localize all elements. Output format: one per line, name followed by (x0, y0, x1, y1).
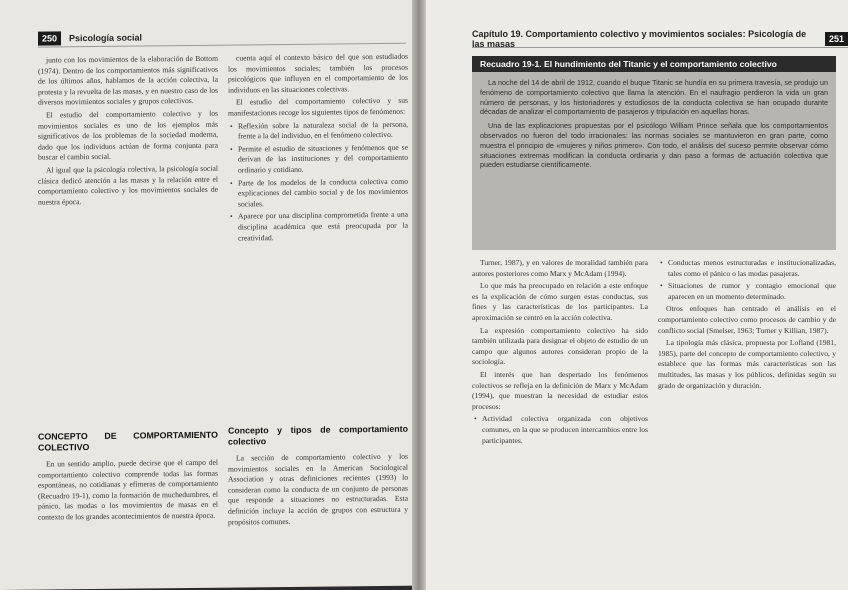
paragraph: Lo que más ha preocupado en relación a este enfoque es la explicación de cómo surgen estas conductas, sus fines y las características de los participantes. La aproximación se centró en la acción colectiva. (472, 281, 648, 322)
list-item: • Reflexión sobre la naturaleza social de la persona, frente a la del individuo, en el fenómeno colectivo. (228, 119, 408, 142)
left-column-1 (38, 54, 218, 426)
section-heading: Concepto y tipos de comportamiento colectivo (228, 423, 408, 447)
list-item: • Aparece por una disciplina comprometida frente a una disciplina académica que está preocupada por la creatividad. (228, 210, 408, 244)
bullet-list (472, 414, 648, 446)
paragraph: La sección de comportamiento colectivo y los movimientos sociales en la American Sociological Association y otras definiciones recientes (1993) lo consideran como la conducta de un conjunto de personas que responde a situaciones no estructuradas. Esta definición incluye la acción de grupos con estructura y propósitos comunes. (228, 451, 408, 527)
left-section-1 (38, 430, 218, 582)
right-column-1 (472, 258, 648, 582)
right-running-head-title: Capítulo 19. Comportamiento colectivo y movimientos sociales: Psicología de las masas (472, 28, 807, 49)
paragraph: El interés que han despertado los fenómenos colectivos se refleja en la definición de Marx y McAdam (1994), que muestran la necesidad de estudiar estos procesos: (472, 369, 648, 411)
left-column-2 (228, 52, 408, 424)
paragraph: La expresión comportamiento colectivo ha sido también utilizada para designar el objeto de estudio de un campo que algunos autores consideran propio de la sociología. (472, 325, 648, 367)
left-section-2 (228, 424, 408, 580)
section-heading: CONCEPTO DE COMPORTAMIENTO COLECTIVO (38, 429, 218, 453)
right-page-number: 251 (825, 32, 848, 46)
paragraph: junto con los movimientos de la elaboración de Bottom (1974). Dentro de los comportamientos más significativos de los últimos años, hablamos de la acción colectiva, la protesta y la revuelta de las masas, y en nuestro caso de los diversos movimientos sociales y grupos colectivos. (38, 53, 218, 107)
left-page-number: 250 (38, 31, 61, 45)
bullet-list (658, 258, 836, 302)
paragraph: Otros enfoques han centrado el análisis en el comportamiento colectivo como procesos de cambio y de conflicto social (Smelser, 1963; Turner y Killian, 1987). (658, 304, 836, 335)
box-paragraph: Una de las explicaciones propuestas por el psicólogo William Prince señala que los comportamientos observados no fueron del todo irracionales: las normas sociales se mantuvieron en gran parte, como muestra el principio de «mujeres y niños primero». Con todo, el análisis del suceso permite observar cómo situaciones extremas modifican la conducta ordinaria y dan paso a formas de actuación colectiva que pueden estudiarse científicamente. (480, 121, 828, 170)
paragraph: cuenta aquí el contexto básico del que son estudiados los movimientos sociales; también los procesos psicológicos que influyen en el comportamiento de los individuos en las situaciones colectivas. (228, 51, 408, 95)
list-item: • Permite el estudio de situaciones y fenómenos que se derivan de las instituciones y del comportamiento ordinario y cotidiano. (228, 142, 408, 176)
right-column-2 (658, 258, 836, 582)
bullet-list (228, 119, 408, 243)
box-paragraph: La noche del 14 de abril de 1912, cuando el buque Titanic se hundía en su primera travesía, se produjo un fenómeno de comportamiento colectivo que llama la atención. En el naufragio perdieron la vida un gran número de personas, y los historiadores y estudiosos de la conducta colectiva se han ocupado durante décadas de analizar el comportamiento de pasajeros y tripulación en aquellas horas. (480, 78, 828, 117)
paragraph: En un sentido amplio, puede decirse que el campo del comportamiento colectivo comprende todas las formas espontáneas, no cotidianas y efímeras de comportamiento (Recuadro 19-1), como la formación de muchedumbres, el pánico, las modas o los movimientos de masas en el contexto de los grandes acontecimientos de nuestra época. (38, 457, 218, 522)
left-running-head (38, 26, 406, 48)
book-gutter (412, 0, 426, 590)
recuadro-box (472, 72, 836, 250)
paragraph: La tipología más clásica, propuesta por Lofland (1981, 1985), parte del concepto de comportamiento colectivo, y establece que las formas más características son las multitudes, las masas y los públicos, definidas según su grado de organización y duración. (658, 338, 836, 390)
paragraph: El estudio del comportamiento colectivo y sus manifestaciones recoge los siguientes tipos de fenómenos: (228, 96, 408, 118)
left-running-head-title: Psicología social (69, 32, 143, 43)
left-page (0, 0, 418, 590)
list-item: • Situaciones de rumor y contagio emocional que aparecen en un momento determinado. (658, 281, 836, 302)
list-item: • Conductas menos estructuradas e institucionalizadas, tales como el pánico o las modas pasajeras. (658, 258, 836, 279)
list-item: • Parte de los modelos de la conducta colectiva como explicaciones del cambio social y de los movimientos sociales. (228, 176, 408, 210)
right-running-head (472, 30, 848, 48)
list-item: • Actividad colectiva organizada con objetivos comunes, en la que se producen intercambios entre los participantes. (472, 414, 648, 446)
box-title: Recuadro 19-1. El hundimiento del Titanic y el comportamiento colectivo (472, 56, 836, 72)
paragraph: Al igual que la psicología colectiva, la psicología social clásica dedicó atención a las masas y la relación entre el comportamiento colectivo y los movimientos sociales de nuestra época. (38, 163, 218, 207)
paragraph: El estudio del comportamiento colectivo y los movimientos sociales es uno de los ejemplos más significativos de los problemas de la sociedad moderna, dado que los individuos actúan de forma conjunta para buscar el cambio social. (38, 108, 218, 162)
paragraph: Turner, 1987), y en valores de moralidad también para autores posteriores como Marx y McAdam (1994). (472, 258, 648, 278)
